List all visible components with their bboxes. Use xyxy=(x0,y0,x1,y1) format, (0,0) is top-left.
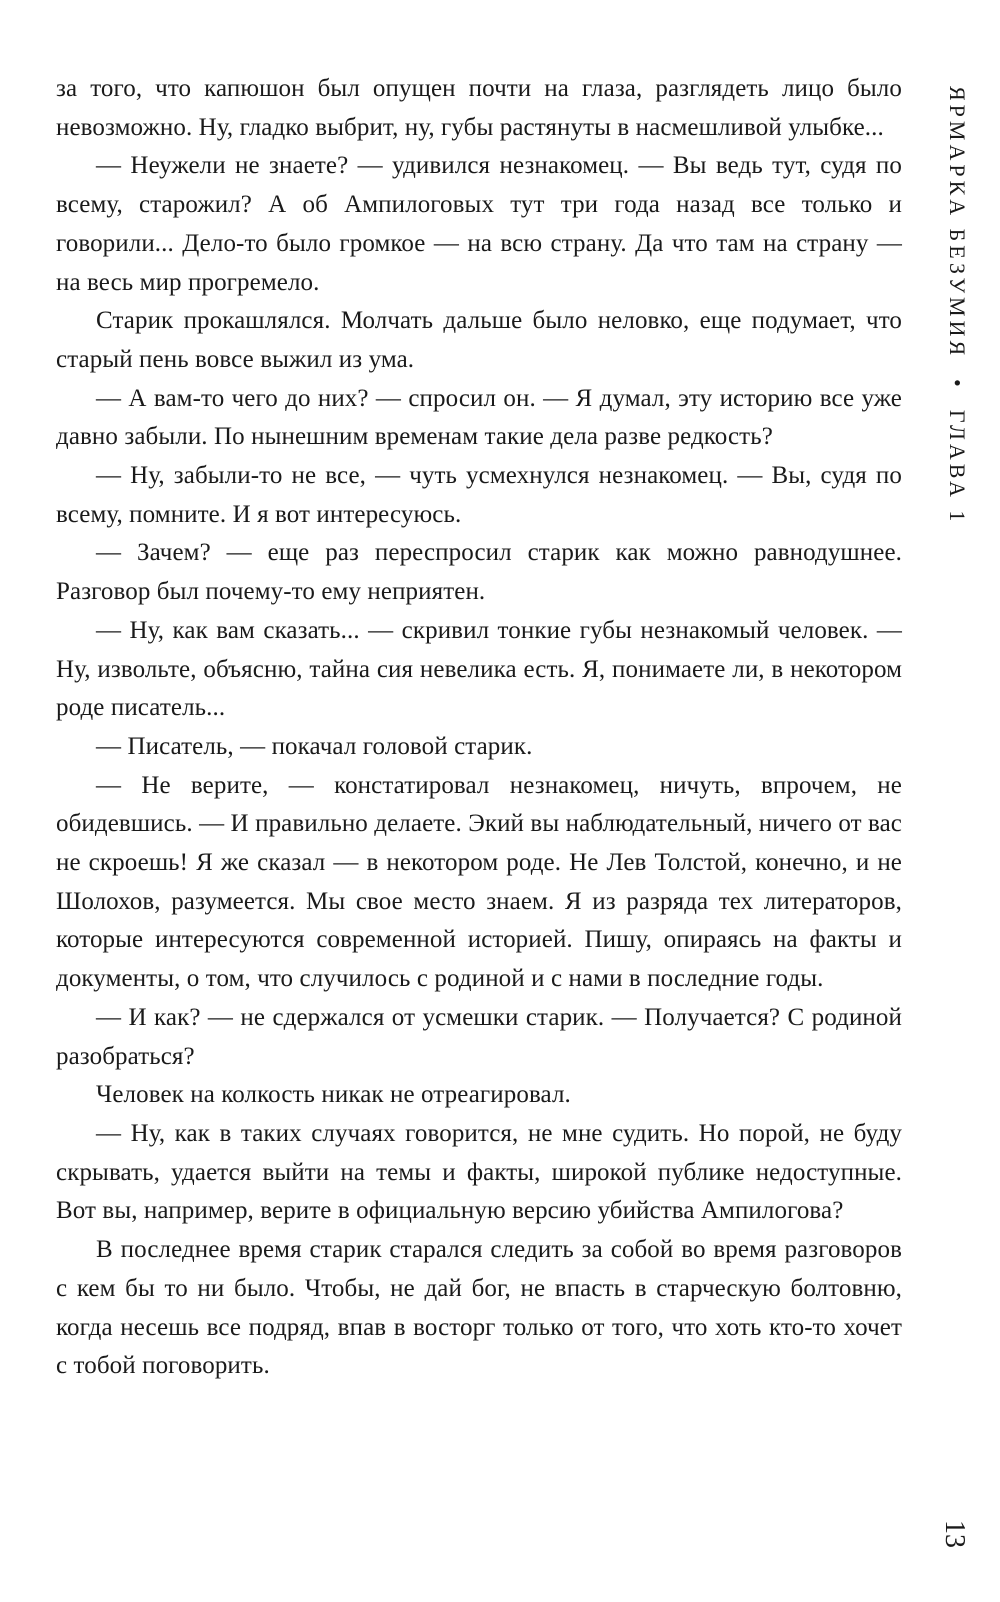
paragraph: — Писатель, — покачал головой старик. xyxy=(96,732,533,760)
paragraph: — Ну, как вам сказать... — скривил тонкие губы незнакомый человек. — Ну, извольте, объясню, тайна сия невелика есть. Я, понимаете ли, в некотором роде писатель... xyxy=(56,616,902,722)
running-head xyxy=(930,86,970,526)
paragraph: — Ну, как в таких случаях говорится, не мне судить. Но порой, не буду скрывать, удается выйти на темы и факты, широкой публике недоступные. Вот вы, например, верите в официальную версию убийства Ампилогова? xyxy=(56,1119,902,1225)
paragraph: — А вам-то чего до них? — спросил он. — Я думал, эту историю все уже давно забыли. По нынешним временам такие дела разве редкость? xyxy=(56,384,902,451)
text-column xyxy=(56,70,902,1386)
page-number: 13 xyxy=(939,1520,970,1548)
paragraph: — Не верите, — констатировал незнакомец, ничуть, впрочем, не обидевшись. — И правильно делаете. Экий вы наблюдательный, ничего от вас не скроешь! Я же сказал — в некотором роде. Не Лев Толстой, конечно, и не Шолохов, разумеется. Мы свое место знаем. Я из разряда тех литераторов, которые интересуются современной историей. Пишу, опираясь на факты и документы, о том, что случилось с родиной и с нами в последние годы. xyxy=(56,771,902,993)
paragraph-continuation: за того, что капюшон был опущен почти на глаза, разглядеть лицо было невозможно. Ну, гладко выбрит, ну, губы растянуты в насмешливой улыбке... xyxy=(56,75,902,141)
paragraph: Старик прокашлялся. Молчать дальше было неловко, еще подумает, что старый пень вовсе выжил из ума. xyxy=(56,307,902,373)
paragraph: — Зачем? — еще раз переспросил старик как можно равнодушнее. Разговор был почему-то ему неприятен. xyxy=(56,539,902,606)
paragraph: — И как? — не сдержался от усмешки старик. — Получается? С родиной разобраться? xyxy=(56,1003,902,1070)
separator-dot: • xyxy=(945,378,970,391)
chapter-label: ГЛАВА 1 xyxy=(945,409,970,526)
paragraph: Человек на колкость никак не отреагировал. xyxy=(96,1081,571,1109)
paragraph: — Ну, забыли-то не все, — чуть усмехнулся незнакомец. — Вы, судя по всему, помните. И я вот интересуюсь. xyxy=(56,462,902,528)
paragraph: — Неужели не знаете? — удивился незнакомец. — Вы ведь тут, судя по всему, старожил? А об Ампилоговых тут три года назад все только и говорили... Дело-то было громкое — на всю страну. Да что там на страну — на весь мир прогремело. xyxy=(56,152,902,296)
paragraph: В последнее время старик старался следить за собой во время разговоров с кем бы то ни было. Чтобы, не дай бог, не впасть в старческую болтовню, когда несешь все подряд, впав в восторг только от того, что хоть кто-то хочет с тобой поговорить. xyxy=(56,1236,902,1380)
book-title: ЯРМАРКА БЕЗУМИЯ xyxy=(945,86,970,360)
